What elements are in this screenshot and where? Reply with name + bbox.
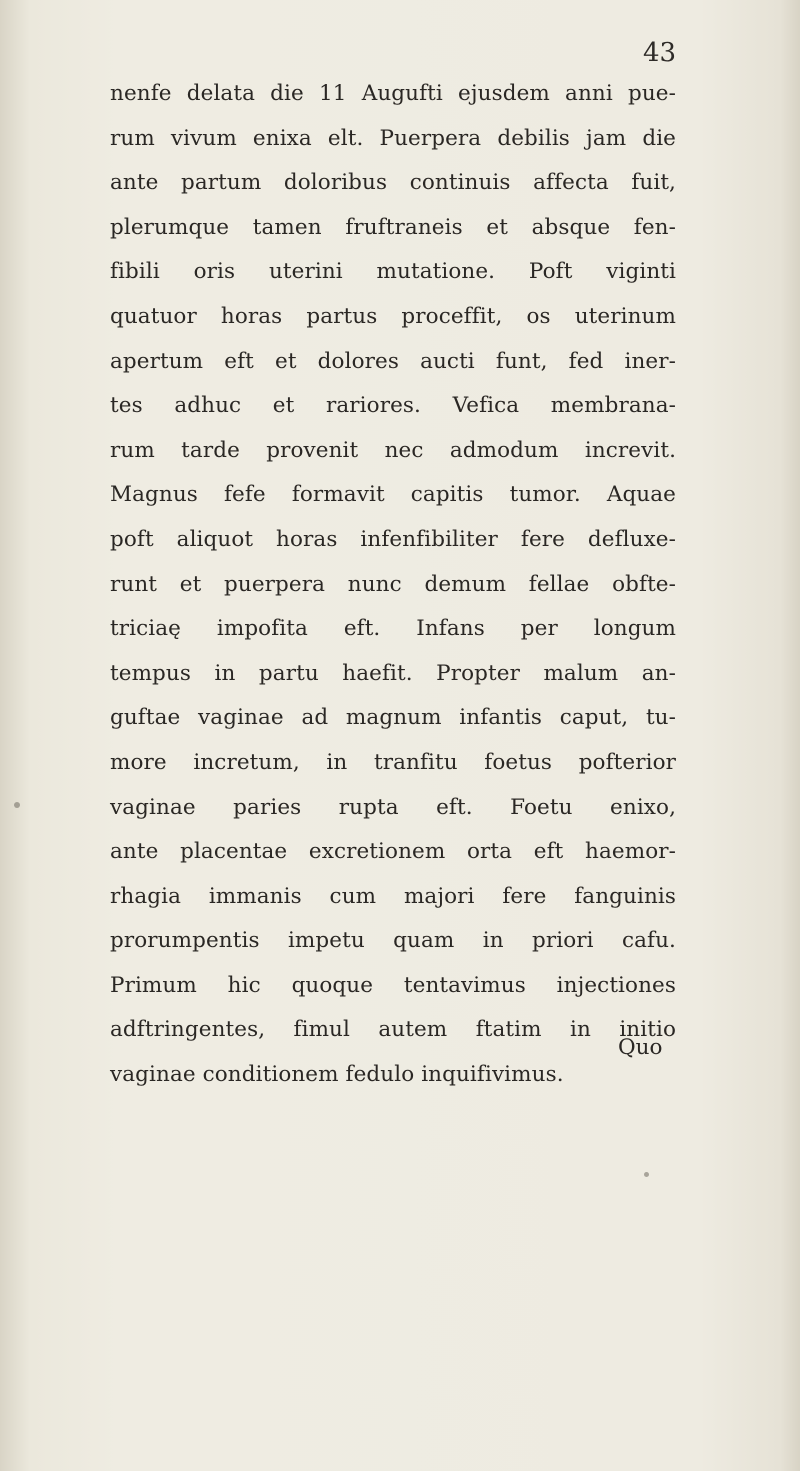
text-line: quatuor horas partus proceffit, os uterinum [110,303,676,329]
text-line: vaginae conditionem fedulo inquifivimus. [110,1062,564,1088]
text-line: tes adhuc et rariores. Vefica membrana- [110,393,676,419]
page-number: 43 [643,38,677,68]
ink-speck [14,802,20,808]
catchword: Quo [618,1035,663,1060]
text-line: adftringentes, fimul autem ftatim in initio [110,1017,676,1043]
text-line: fibili oris uterini mutatione. Poft viginti [110,259,676,285]
text-line: nenfe delata die 11 Augufti ejusdem anni pue- [110,81,676,106]
ink-speck [644,1172,649,1177]
text-line: rhagia immanis cum majori fere fanguinis [110,883,676,909]
text-line: Magnus fefe formavit capitis tumor. Aquae [110,482,676,508]
text-line: more incretum, in tranfitu foetus pofterior [110,749,676,775]
text-line: vaginae paries rupta eft. Foetu enixo, [110,794,676,820]
text-line: Primum hic quoque tentavimus injectiones [110,972,676,998]
text-line: apertum eft et dolores aucti funt, fed iner- [110,348,676,374]
body-text [110,72,676,1098]
text-line: prorumpentis impetu quam in priori cafu. [110,928,676,954]
text-line: plerumque tamen fruftraneis et absque fen- [110,214,676,240]
text-line: triciaę impofita eft. Infans per longum [110,616,676,642]
text-line: ante placentae excretionem orta eft haemor- [110,839,676,865]
text-line: tempus in partu haefit. Propter malum an- [110,660,676,686]
text-line: rum vivum enixa elt. Puerpera debilis jam die [110,125,676,151]
text-line: guftae vaginae ad magnum infantis caput, tu- [110,705,676,731]
text-line: ante partum doloribus continuis affecta fuit, [110,170,676,196]
text-line: rum tarde provenit nec admodum increvit. [110,437,676,463]
text-line: poft aliquot horas infenfibiliter fere defluxe- [110,526,676,552]
text-line: runt et puerpera nunc demum fellae obfte- [110,571,676,597]
